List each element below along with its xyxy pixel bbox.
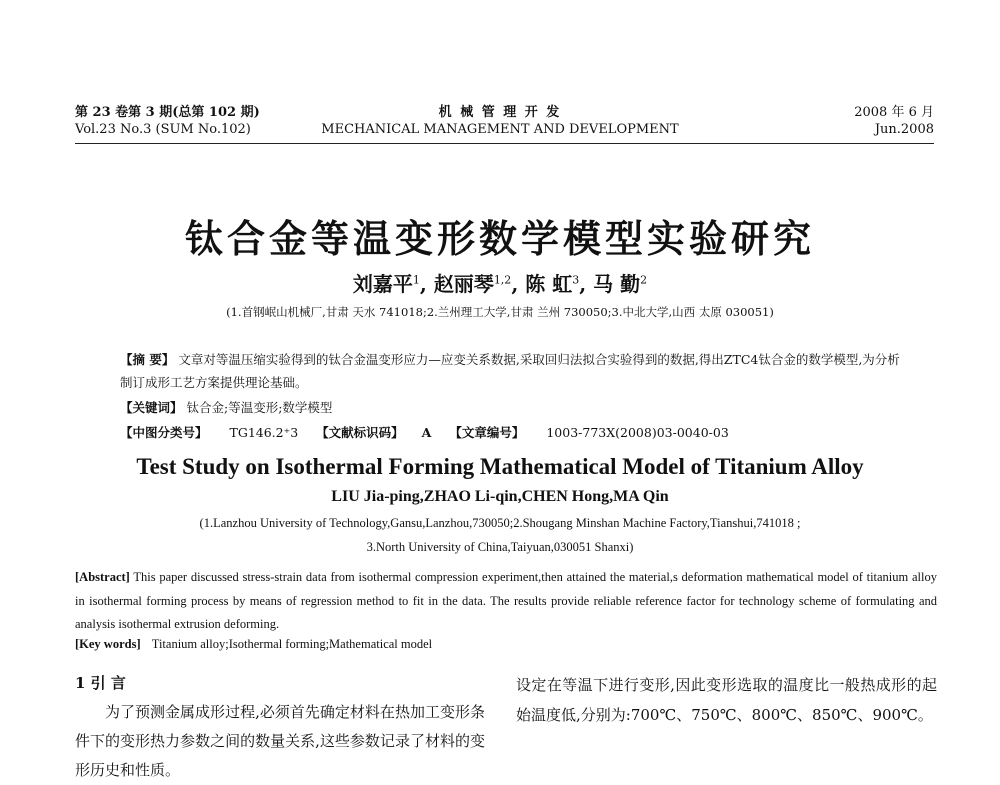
abstract-en [75, 566, 937, 637]
keywords-zh [120, 396, 910, 419]
authors-en: LIU Jia-ping,ZHAO Li-qin,CHEN Hong,MA Qin [331, 488, 669, 505]
keywords-en-text: Titanium alloy;Isothermal forming;Mathematical model [151, 637, 433, 651]
keywords-en-label: [Key words] [75, 637, 141, 651]
body-text-left-column: 为了预测金属成形过程,必须首先确定材料在热加工变形条件下的变形热力参数之间的数量关系,这些参数记录了材料的变形历史和性质。 [75, 703, 485, 779]
doc-code-value: A [421, 425, 432, 440]
authors-zh [0, 268, 1000, 297]
author-3: 陈 虹$^3$, [525, 272, 587, 296]
volume-en: Vol.23 No.3 (SUM No.102) [75, 122, 251, 137]
doc-code-label: 【文献标识码】 [316, 425, 404, 440]
abstract-en-text: This paper discussed stress-strain data from isothermal compression experiment,then attained the material,s deformation mathematical model of titanium alloy in isothermal forming process by means of regression method to fit in the data. The results provide reliable reference factor for technology scheme of formulating and analysis isothermal extrusion deforming. [75, 570, 937, 631]
paper-title-en: Test Study on Isothermal Forming Mathematical Model of Titanium Alloy [136, 454, 864, 479]
journal-date [854, 104, 934, 138]
abstract-zh-label: 【摘 要】 [120, 352, 175, 367]
journal-name [0, 104, 1000, 138]
header-rule [75, 143, 934, 144]
classification-zh [120, 421, 910, 444]
author-4: 马 勤$^2$ [593, 272, 648, 296]
abstract-zh-text: 文章对等温压缩实验得到的钛合金温变形应力—应变关系数据,采取回归法拟合实验得到的数据,得出ZTC4钛合金的数学模型,为分析制订成形工艺方案提供理论基础。 [120, 352, 900, 390]
article-no-value: 1003-773X(2008)03-0040-03 [546, 425, 729, 440]
volume-zh: 第 23 卷第 3 期(总第 102 期) [75, 105, 260, 120]
abstract-en-label: [Abstract] [75, 570, 130, 584]
abstract-zh [120, 348, 910, 394]
paper-title-zh: 钛合金等温变形数学模型实验研究 [184, 217, 815, 261]
article-no-label: 【文章编号】 [449, 425, 525, 440]
body-text-right-column: 设定在等温下进行变形,因此变形选取的温度比一般热成形的起始温度低,分别为:700℃、750℃、800℃、850℃、900℃。 [516, 676, 937, 724]
date-en: Jun.2008 [874, 122, 934, 137]
author-2: 赵丽琴$^{1,2}$, [433, 272, 519, 296]
keywords-en [75, 637, 432, 652]
affiliations-zh: (1.首钢岷山机械厂,甘肃 天水 741018;2.兰州理工大学,甘肃 兰州 730050;3.中北大学,山西 太原 030051) [226, 305, 774, 319]
journal-name-zh: 机 械 管 理 开 发 [438, 105, 562, 120]
keywords-zh-text: 钛合金;等温变形;数学模型 [186, 400, 333, 415]
clc-value: TG146.2⁺3 [229, 425, 299, 440]
section-heading-introduction: 1 引 言 [75, 674, 126, 692]
affiliations-en-line2: 3.North University of China,Taiyuan,030051 Shanxi) [366, 540, 634, 554]
clc-label: 【中图分类号】 [120, 425, 208, 440]
affiliations-en-line1: (1.Lanzhou University of Technology,Gansu,Lanzhou,730050;2.Shougang Minshan Machine Factory,Tianshui,741018 ; [199, 516, 801, 530]
keywords-zh-label: 【关键词】 [120, 400, 183, 415]
date-zh: 2008 年 6 月 [854, 105, 934, 120]
journal-name-en: MECHANICAL MANAGEMENT AND DEVELOPMENT [321, 122, 679, 137]
author-1: 刘嘉平$^1$, [352, 272, 427, 296]
